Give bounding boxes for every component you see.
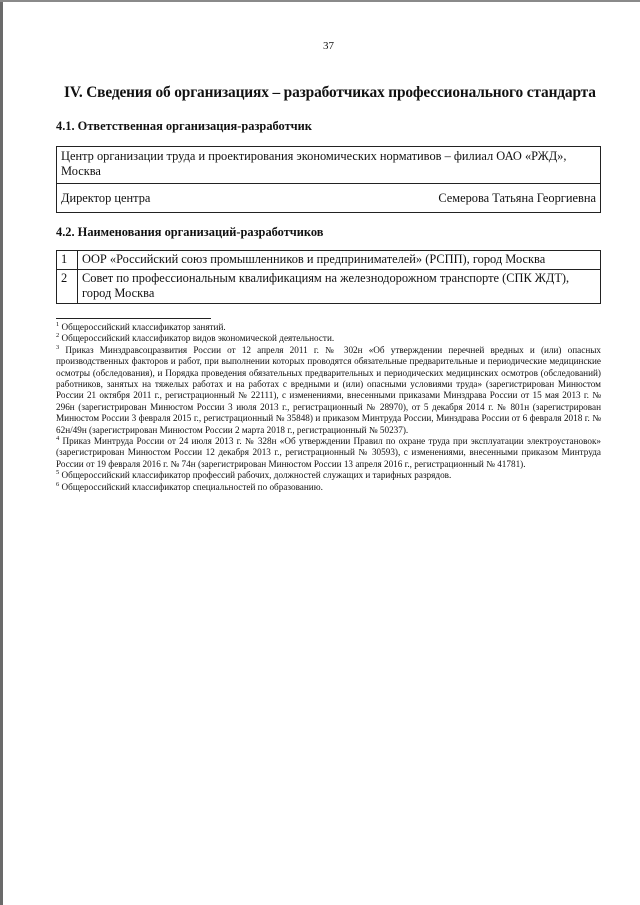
footnote-mark: 6 bbox=[56, 480, 60, 488]
developer-orgs-heading: 4.2. Наименования организаций-разработчиков bbox=[56, 225, 324, 239]
scan-left-edge bbox=[0, 0, 3, 905]
footnote bbox=[56, 333, 601, 344]
table-row bbox=[57, 270, 601, 304]
footnotes bbox=[56, 322, 601, 493]
organization-name: Совет по профессиональным квалификациям на железнодорожном транспорте (СПК ЖДТ), город Москва bbox=[78, 270, 601, 304]
table-row bbox=[57, 251, 601, 270]
responsible-signatory-cell bbox=[57, 184, 601, 213]
signatory-name: Семерова Татьяна Георгиевна bbox=[438, 191, 596, 205]
footnote-mark: 4 bbox=[56, 435, 60, 443]
footnote-mark: 2 bbox=[56, 332, 60, 340]
footnote bbox=[56, 345, 601, 436]
responsible-org-table bbox=[56, 146, 601, 213]
footnote-text: Приказ Минздравсоцразвития России от 12 апреля 2011 г. № 302н «Об утверждении перечней вредных и (или) опасных производственных факторов и работ, при выполнении которых проводятся обязательные предварительные и периодические медицинские осмотры (обследования), и Порядка проведения обязательных предварительных и периодических медицинских осмотров (обследований) работников, занятых на тяжелых работах и на работах с вредными и (или) опасными условиями труда» (зарегистрирован Минюстом России 21 октября 2011 г., регистрационный № 22111), с изменениями, внесенными приказами Минздрава России от 15 мая 2013 г. № 296н (зарегистрирован Минюстом России 3 июля 2013 г., регистрационный № 28970), от 5 декабря 2014 г. № 801н (зарегистрирован Минюстом России 3 февраля 2015 г., регистрационный № 35848) и приказом Минтруда России, Минздрава России от 6 февраля 2018 г. № 62н/49н (зарегистрирован Минюстом России 2 марта 2018 г., регистрационный № 50237). bbox=[56, 344, 601, 435]
footnote bbox=[56, 482, 601, 493]
footnote bbox=[56, 322, 601, 333]
footnote-text: Общероссийский классификатор специальностей по образованию. bbox=[61, 481, 323, 492]
footnote-separator bbox=[56, 318, 211, 319]
signatory-position: Директор центра bbox=[61, 191, 151, 205]
row-number: 2 bbox=[57, 270, 78, 304]
footnote-text: Приказ Минтруда России от 24 июля 2013 г. № 328н «Об утверждении Правил по охране труда при эксплуатации электроустановок» (зарегистрирован Минюстом России 12 декабря 2013 г., регистрационный № 30593), с изменениями, внесенными приказом Минтруда России от 19 февраля 2016 г. № 74н (зарегистрирован Минюстом России 13 апреля 2016 г., регистрационный № 41781). bbox=[56, 436, 602, 469]
footnote-mark: 3 bbox=[56, 343, 60, 351]
footnote-mark: 5 bbox=[56, 469, 60, 477]
responsible-org-name: Центр организации труда и проектирования экономических нормативов – филиал ОАО «РЖД», Москва bbox=[57, 147, 601, 184]
footnote-text: Общероссийский классификатор видов экономической деятельности. bbox=[61, 333, 335, 344]
footnote-text: Общероссийский классификатор занятий. bbox=[61, 322, 226, 332]
organization-name: ООР «Российский союз промышленников и предпринимателей» (РСПП), город Москва bbox=[78, 251, 601, 270]
scan-top-edge bbox=[0, 0, 640, 2]
footnote-text: Общероссийский классификатор профессий рабочих, должностей служащих и тарифных разрядов. bbox=[61, 470, 452, 481]
table-row bbox=[57, 184, 601, 213]
footnote-mark: 1 bbox=[56, 321, 60, 328]
footnote bbox=[56, 436, 601, 470]
developer-orgs-table bbox=[56, 250, 601, 304]
section-title: IV. Сведения об организациях – разработчиках профессионального стандарта bbox=[64, 84, 596, 101]
table-row bbox=[57, 147, 601, 184]
responsible-org-heading: 4.1. Ответственная организация-разработчик bbox=[56, 119, 312, 133]
row-number: 1 bbox=[57, 251, 78, 270]
footnote bbox=[56, 470, 601, 481]
page-number: 37 bbox=[323, 40, 334, 52]
